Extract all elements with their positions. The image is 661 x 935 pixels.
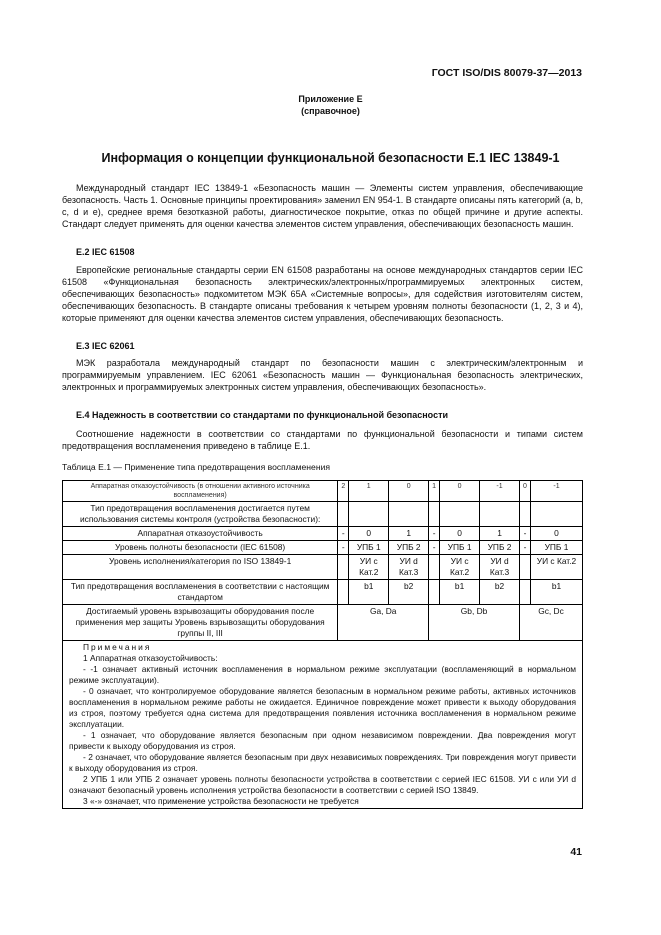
appendix-subtitle: (справочное) xyxy=(301,106,360,116)
note-1c: - 1 означает, что оборудование является безопасным при одном независимом повреждении. Два повреждения могут привести к выходу оборудования из строя. xyxy=(69,730,576,751)
note-2: 2 УПБ 1 или УПБ 2 означает уровень полноты безопасности устройства в соответствии с серией IEC 61508. УИ с или УИ d означают безопасный уровень исполнения устройства безопасности в соответствии с серией ISO 13849. xyxy=(69,774,576,795)
row-label: Достигаемый уровень взрывозащиты оборудования после применения мер защиты Уровень взрывозащиты оборудования группы II, III xyxy=(63,605,338,641)
table-cell: УИ d Кат.3 xyxy=(389,555,429,580)
appendix-title: Приложение Е xyxy=(298,94,363,104)
table-cell xyxy=(338,555,349,580)
paragraph-e2: Европейские региональные стандарты серии EN 61508 разработаны на основе международных стандартов серии IEC 61508 «Функциональная безопасность электрических/электронных/программируемых электронных систем, обеспечивающих безопасность» подкомитетом МЭК 65А «Системные вопросы», для содействия изготовителям систем, обеспечивающих безопасность. В стандарте описаны требования к четырем уровням полноты безопасности (1, 2, 3 и 4), которые применяют для оценки качества элементов систем управления, обеспечивающих безопасность. xyxy=(62,265,583,323)
table-cell xyxy=(349,502,389,527)
paragraph-e3: МЭК разработала международный стандарт по безопасности машин с электрическим/электронным и программируемым управлением. IEC 62061 «Безопасность машин — Функциональная безопасность электрических, электронных и программируемых электронных систем управления, обеспечивающих безопасность». xyxy=(62,358,583,392)
table-cell: b1 xyxy=(440,580,480,605)
notes-cell xyxy=(63,641,583,809)
section-heading-e3: Е.3 IEC 62061 xyxy=(76,341,135,351)
table-cell: 0 xyxy=(389,481,429,502)
table-cell: УПБ 1 xyxy=(440,541,480,555)
table-cell: УПБ 2 xyxy=(480,541,520,555)
table-cell: b1 xyxy=(349,580,389,605)
table-cell: b2 xyxy=(480,580,520,605)
appendix-heading xyxy=(0,93,661,117)
table-row xyxy=(63,555,583,580)
notes-heading: Примечания xyxy=(83,642,152,652)
table-cell: 1 xyxy=(480,527,520,541)
table-cell xyxy=(429,502,440,527)
table-cell xyxy=(520,555,531,580)
note-1b: - 0 означает, что контролируемое оборудование является безопасным в нормальном режиме работы, активных источников воспламенения в нормальном режиме работы не ожидается. Единичное повреждение может привести к выходу оборудования из строя, поэтому требуется одна система для предотвращения появления источника воспламенения в нормальном режиме эксплуатации. xyxy=(69,686,576,729)
table-row xyxy=(63,502,583,527)
table-header-row xyxy=(63,481,583,502)
table-cell: УИ с Кат.2 xyxy=(530,555,582,580)
table-cell xyxy=(530,502,582,527)
page-number: 41 xyxy=(570,846,582,858)
section-heading-e4: Е.4 Надежность в соответствии со стандартами по функциональной безопасности xyxy=(76,410,449,420)
notes-row xyxy=(63,641,583,809)
table-cell: 0 xyxy=(440,481,480,502)
table-cell xyxy=(520,580,531,605)
table-cell xyxy=(338,580,349,605)
table-cell: -1 xyxy=(530,481,582,502)
table-cell: 1 xyxy=(349,481,389,502)
table-cell xyxy=(440,502,480,527)
table-cell: Gc, Dc xyxy=(520,605,583,641)
table-cell: Ga, Da xyxy=(338,605,429,641)
note-3: 3 «-» означает, что применение устройства безопасности не требуется xyxy=(83,796,359,806)
table-cell: УПБ 2 xyxy=(389,541,429,555)
table-row xyxy=(63,541,583,555)
table-row xyxy=(63,605,583,641)
table-cell: УПБ 1 xyxy=(349,541,389,555)
note-1: 1 Аппаратная отказоустойчивость: xyxy=(83,653,218,663)
paragraph-e4: Соотношение надежности в соответствии со стандартами по функциональной безопасности и типами систем предотвращения воспламенения приведено в таблице Е.1. xyxy=(62,429,583,451)
paragraph-e1: Международный стандарт IEC 13849-1 «Безопасность машин — Элементы систем управления, обеспечивающие безопасность. Часть 1. Основные принципы проектирования» заменил EN 954-1. В стандарте описаны пять категорий (a, b, c, d и e), среднее время безотказной работы, диагностическое покрытие, отказ по общей причине и другие аспекты. Стандарт следует применять для оценки качества элементов систем управления, обеспечивающих безопасность машин. xyxy=(62,183,583,229)
table-cell: 0 xyxy=(349,527,389,541)
table-cell: - xyxy=(520,541,531,555)
table-row xyxy=(63,527,583,541)
table-cell: - xyxy=(429,527,440,541)
table-cell xyxy=(338,502,349,527)
standard-code: ГОСТ ISO/DIS 80079-37—2013 xyxy=(431,67,582,79)
table-cell xyxy=(480,502,520,527)
table-cell xyxy=(520,502,531,527)
table-cell xyxy=(389,502,429,527)
table-cell: 2 xyxy=(338,481,349,502)
table-cell: - xyxy=(338,541,349,555)
table-cell: УПБ 1 xyxy=(530,541,582,555)
table-cell: b2 xyxy=(389,580,429,605)
table-cell: Gb, Db xyxy=(429,605,520,641)
table-cell: 0 xyxy=(440,527,480,541)
table-cell: 1 xyxy=(389,527,429,541)
table-cell: 1 xyxy=(429,481,440,502)
note-1a: - -1 означает активный источник воспламенения в нормальном режиме эксплуатации (воспламеняющий в нормальном режиме эксплуатации). xyxy=(69,664,576,685)
header-label-cell: Аппаратная отказоустойчивость (в отношении активного источника воспламенения) xyxy=(63,481,338,502)
table-row xyxy=(63,580,583,605)
note-1d: - 2 означает, что оборудование является безопасным при двух независимых повреждениях. Три повреждения могут привести к выходу оборудования из строя. xyxy=(69,752,576,773)
ignition-protection-table xyxy=(62,480,583,809)
table-caption: Таблица Е.1 — Применение типа предотвращения воспламенения xyxy=(62,462,331,472)
table-cell: УИ с Кат.2 xyxy=(440,555,480,580)
table-cell: b1 xyxy=(530,580,582,605)
table-cell: УИ с Кат.2 xyxy=(349,555,389,580)
row-label: Уровень полноты безопасности (IEC 61508) xyxy=(63,541,338,555)
table-cell: - xyxy=(429,541,440,555)
row-label: Аппаратная отказоустойчивость xyxy=(63,527,338,541)
table-cell: 0 xyxy=(530,527,582,541)
section-heading-e2: Е.2 IEC 61508 xyxy=(76,247,135,257)
table-cell: -1 xyxy=(480,481,520,502)
row-label: Тип предотвращения воспламенения в соответствии с настоящим стандартом xyxy=(63,580,338,605)
table-cell xyxy=(429,555,440,580)
row-label: Уровень исполнения/категория по ISO 13849-1 xyxy=(63,555,338,580)
main-title: Информация о концепции функциональной безопасности Е.1 IEC 13849-1 xyxy=(101,151,560,165)
table-cell: УИ d Кат.3 xyxy=(480,555,520,580)
table-cell xyxy=(429,580,440,605)
row-label: Тип предотвращения воспламенения достигается путем использования системы контроля (устройства безопасности): xyxy=(63,502,338,527)
table-cell: - xyxy=(520,527,531,541)
table-cell: 0 xyxy=(520,481,531,502)
table-cell: - xyxy=(338,527,349,541)
